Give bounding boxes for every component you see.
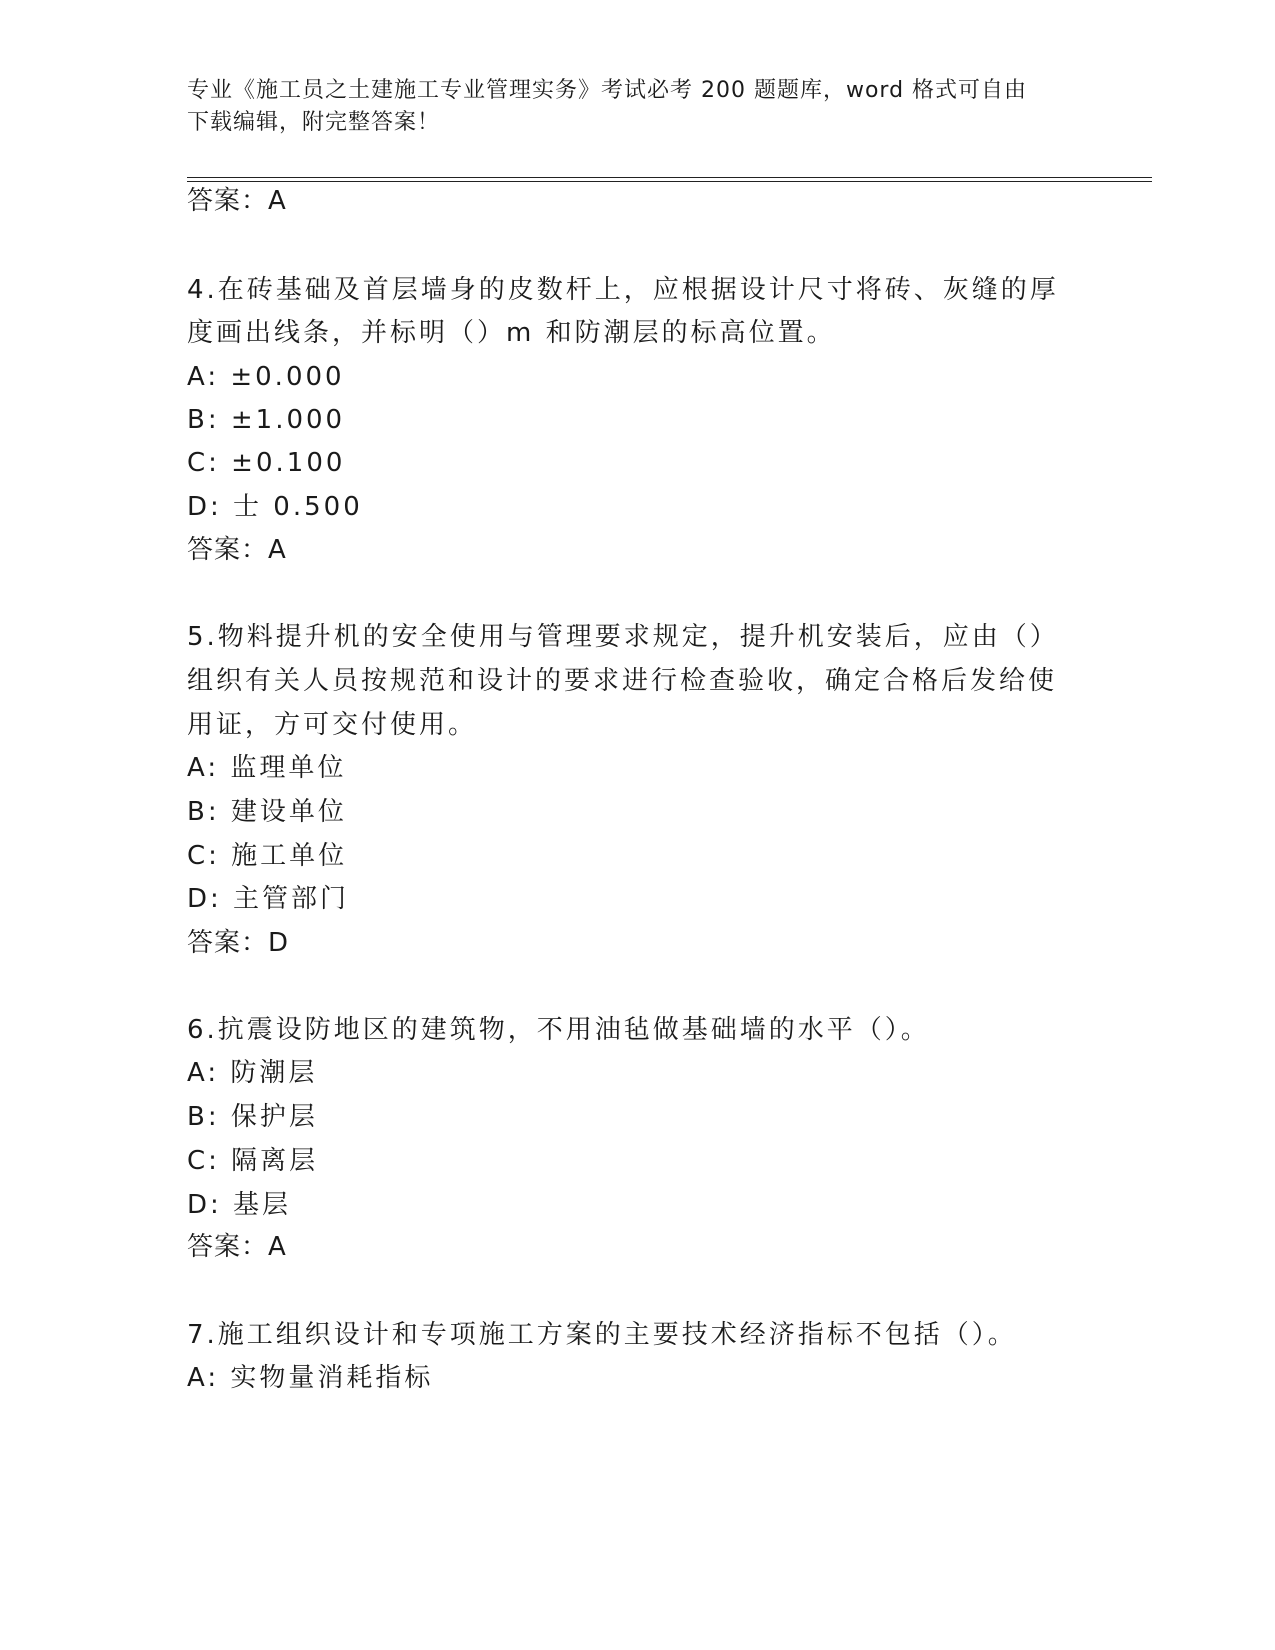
option-d: D: 主管部门 (187, 884, 350, 914)
question-stem: 7.施工组织设计和专项施工方案的主要技术经济指标不包括（）。 (187, 1320, 1017, 1350)
option-c: C: 隔离层 (187, 1146, 319, 1176)
option-a: A: ±0.000 (187, 362, 345, 392)
option-a: A: 实物量消耗指标 (187, 1363, 434, 1393)
question-stem: 4.在砖基础及首层墙身的皮数杆上，应根据设计尺寸将砖、灰缝的厚 (187, 275, 1059, 305)
question-stem: 6.抗震设防地区的建筑物，不用油毡做基础墙的水平（）。 (187, 1015, 930, 1045)
option-b: B: ±1.000 (187, 405, 346, 435)
question-stem: 组织有关人员按规范和设计的要求进行检查验收，确定合格后发给使 (187, 666, 1058, 696)
answer: 答案：A (187, 535, 287, 565)
document-header (187, 75, 1087, 139)
question-stem: 度画出线条，并标明（）m 和防潮层的标高位置。 (187, 318, 836, 348)
header-divider-top (187, 177, 1152, 178)
option-c: C: ±0.100 (187, 448, 346, 478)
answer: 答案：D (187, 928, 290, 958)
question-stem: 5.物料提升机的安全使用与管理要求规定，提升机安装后，应由（） (187, 622, 1059, 652)
header-line-2: 下载编辑，附完整答案！ (187, 110, 441, 135)
option-a: A: 监理单位 (187, 753, 347, 783)
question-stem: 用证，方可交付使用。 (187, 710, 478, 740)
option-d: D: 基层 (187, 1190, 292, 1220)
option-a: A: 防潮层 (187, 1058, 318, 1088)
previous-answer: 答案：A (187, 186, 287, 216)
option-b: B: 建设单位 (187, 797, 347, 827)
header-line-1: 专业《施工员之土建施工专业管理实务》考试必考 200 题题库，word 格式可自由 (187, 78, 1028, 103)
answer: 答案：A (187, 1232, 287, 1262)
option-d: D: 士 0.500 (187, 492, 363, 522)
option-c: C: 施工单位 (187, 841, 348, 871)
option-b: B: 保护层 (187, 1102, 318, 1132)
header-divider-bottom (187, 181, 1152, 182)
